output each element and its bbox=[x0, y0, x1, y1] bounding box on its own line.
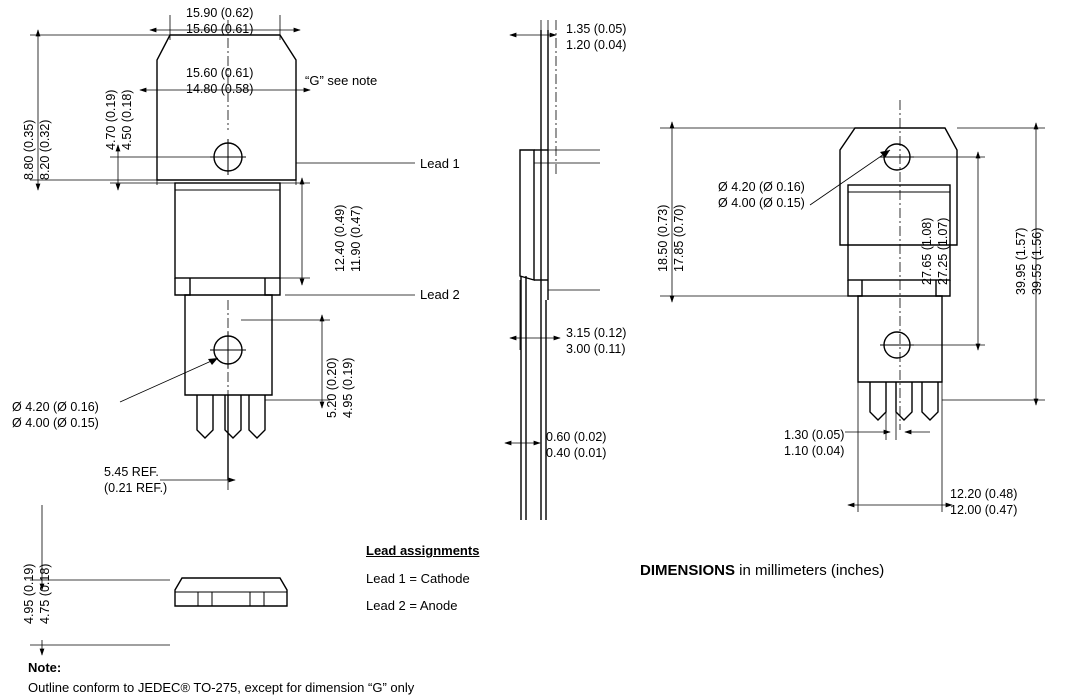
dim-ref-bottom: (0.21 REF.) bbox=[104, 481, 168, 495]
dim-hole-to-hole-bottom: 27.25 (1.07) bbox=[936, 217, 950, 285]
lead-assignments-heading: Lead assignments bbox=[366, 543, 480, 558]
dim-thickness-top: 1.35 (0.05) bbox=[566, 22, 627, 36]
dim-hole-offset-bottom: 4.50 (0.18) bbox=[120, 89, 134, 150]
lead-assignment-1: Lead 1 = Cathode bbox=[366, 571, 470, 586]
dim-thickness-bottom: 1.20 (0.04) bbox=[566, 38, 627, 52]
dimensions-caption bbox=[640, 562, 884, 579]
dim-lead-pitch-bottom: 1.10 (0.04) bbox=[784, 444, 845, 458]
dim-hole-dia-front-top: Ø 4.20 (Ø 0.16) bbox=[12, 400, 99, 414]
dim-width-outer-top: 15.90 (0.62) bbox=[186, 6, 254, 20]
dim-hole-to-hole-top: 27.65 (1.08) bbox=[920, 217, 934, 285]
dim-width-outer-bottom: 15.60 (0.61) bbox=[186, 22, 254, 36]
g-note-label: “G” see note bbox=[305, 73, 378, 88]
dim-hole-dia-back-bottom: Ø 4.00 (Ø 0.15) bbox=[718, 196, 805, 210]
dimensions-caption-bold: DIMENSIONS bbox=[640, 562, 736, 579]
dim-lead-width-top: 4.95 (0.19) bbox=[22, 563, 36, 624]
dim-lead-thickness-top: 0.60 (0.02) bbox=[546, 430, 607, 444]
lead1-label: Lead 1 bbox=[420, 156, 460, 171]
dim-tab-height-bottom: 8.20 (0.32) bbox=[38, 119, 52, 180]
dim-lead-width-bottom: 4.75 (0.18) bbox=[38, 563, 52, 624]
dim-height-total-bottom: 17.85 (0.70) bbox=[672, 204, 686, 272]
dim-body-height-top: 12.40 (0.49) bbox=[333, 204, 347, 272]
dim-tab-height-top: 8.80 (0.35) bbox=[22, 119, 36, 180]
dim-lead-thickness-bottom: 0.40 (0.01) bbox=[546, 446, 607, 460]
dim-lead-pitch-top: 1.30 (0.05) bbox=[784, 428, 845, 442]
dim-depth-top: 3.15 (0.12) bbox=[566, 326, 627, 340]
dim-ref-top: 5.45 REF. bbox=[104, 465, 159, 479]
note-heading: Note: bbox=[28, 660, 62, 675]
dim-height-total-top: 18.50 (0.73) bbox=[656, 204, 670, 272]
dim-body-height-bottom: 11.90 (0.47) bbox=[349, 205, 363, 272]
dim-hole-dia-back-top: Ø 4.20 (Ø 0.16) bbox=[718, 180, 805, 194]
dim-bottom-width-top: 12.20 (0.48) bbox=[950, 487, 1018, 501]
dim-bottom-width-bottom: 12.00 (0.47) bbox=[950, 503, 1018, 517]
lead-assignment-2: Lead 2 = Anode bbox=[366, 598, 458, 613]
dim-lead-gap-top: 5.20 (0.20) bbox=[325, 357, 339, 418]
dimensions-caption-rest: in millimeters (inches) bbox=[735, 562, 885, 579]
dim-width-inner-bottom: 14.80 (0.58) bbox=[186, 82, 254, 96]
dim-width-inner-top: 15.60 (0.61) bbox=[186, 66, 254, 80]
dim-overall-bottom: 39.55 (1.56) bbox=[1030, 227, 1044, 295]
dim-lead-gap-bottom: 4.95 (0.19) bbox=[341, 357, 355, 418]
dim-hole-dia-front-bottom: Ø 4.00 (Ø 0.15) bbox=[12, 416, 99, 430]
dim-depth-bottom: 3.00 (0.11) bbox=[566, 342, 626, 356]
lead2-label: Lead 2 bbox=[420, 287, 460, 302]
dim-hole-offset-top: 4.70 (0.19) bbox=[104, 89, 118, 150]
note-text: Outline conform to JEDEC® TO-275, except for dimension “G” only bbox=[28, 680, 415, 695]
dim-overall-top: 39.95 (1.57) bbox=[1014, 227, 1028, 295]
